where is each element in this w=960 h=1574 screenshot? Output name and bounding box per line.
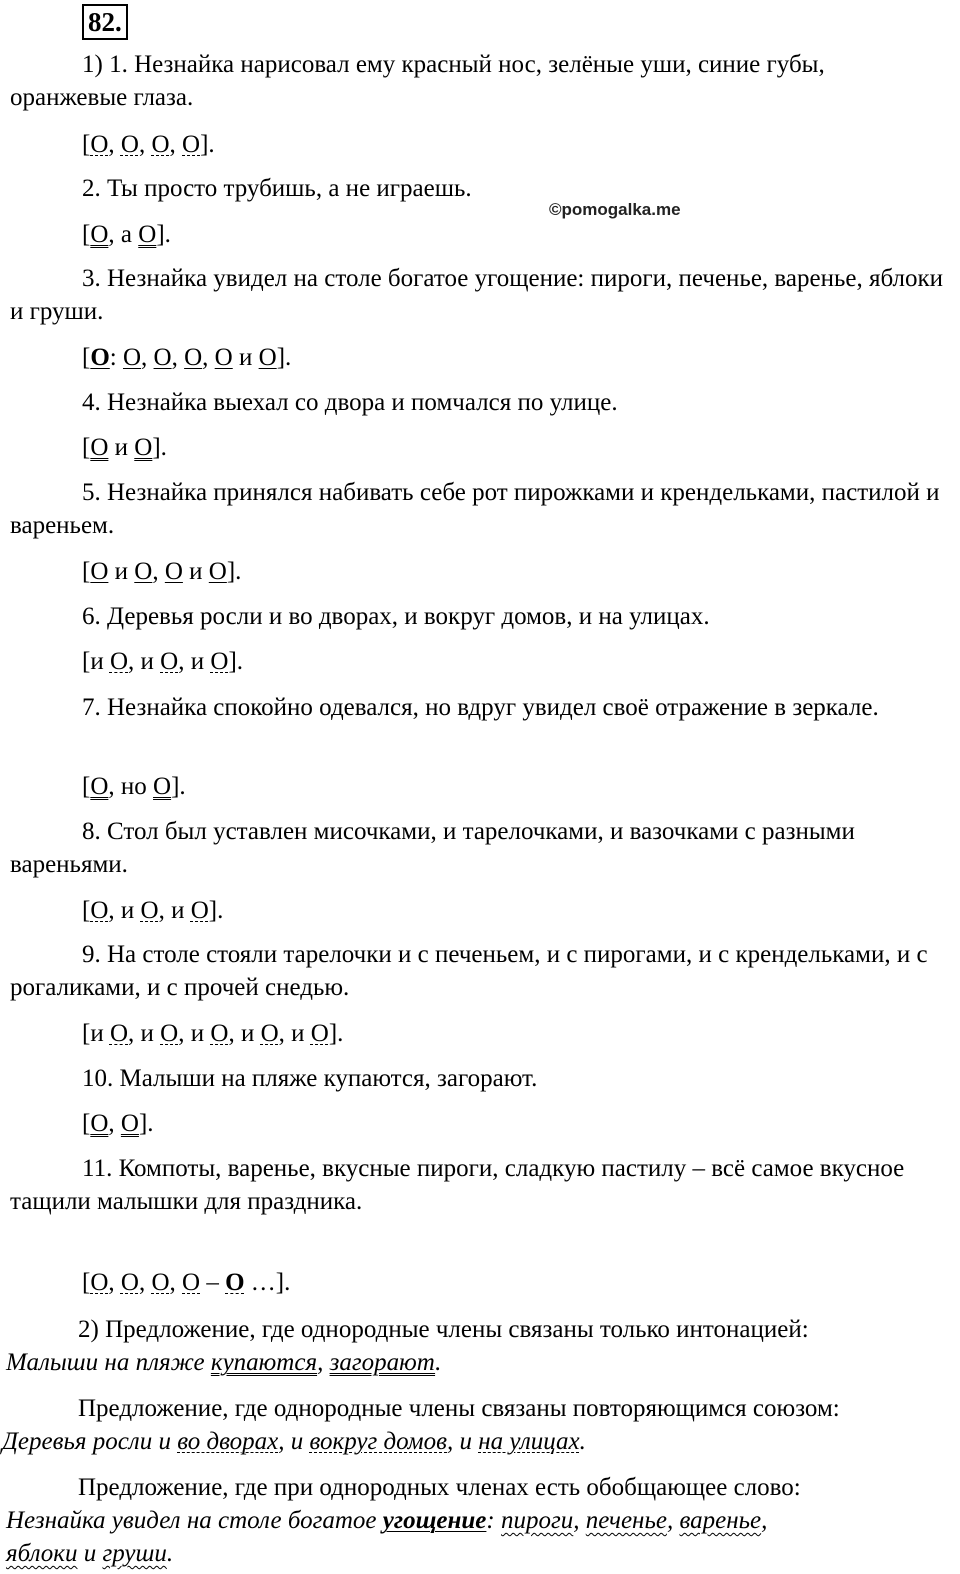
- sentence-9: 9. На столе стояли тарелочки и с печеньем, и с пирогами, и с крендельками, и с рогаликами, и с прочей снедью.: [10, 941, 928, 1001]
- scheme-4: [О и О].: [82, 434, 167, 461]
- sentence-1: 1) 1. Незнайка нарисовал ему красный нос, зелёные уши, синие губы, оранжевые глаза.: [10, 51, 825, 111]
- watermark: ©pomogalka.me: [549, 200, 681, 219]
- sentence-5: 5. Незнайка принялся набивать себе рот пирожками и крендельками, пастилой и вареньем.: [10, 479, 940, 539]
- scheme-6: [и О, и О, и О].: [82, 648, 244, 675]
- scheme-8: [О, и О, и О].: [82, 897, 224, 924]
- sentence-11: 11. Компоты, варенье, вкусные пироги, сладкую пастилу – всё самое вкусное тащили малышки для праздника.: [10, 1155, 905, 1215]
- exercise-number: 82.: [82, 4, 128, 40]
- scheme-11: [О, О, О, О – О …].: [82, 1269, 291, 1296]
- scheme-10: [О, О].: [82, 1110, 154, 1137]
- part2-intro-2: Предложение, где однородные члены связаны повторяющимся союзом:: [78, 1395, 840, 1422]
- sentence-10: 10. Малыши на пляже купаются, загорают.: [82, 1065, 538, 1092]
- sentence-3: 3. Незнайка увидел на столе богатое угощение: пироги, печенье, варенье, яблоки и груши.: [10, 265, 944, 325]
- sentence-8: 8. Стол был уставлен мисочками, и тарелочками, и вазочками с разными вареньями.: [10, 818, 855, 878]
- sentence-7: 7. Незнайка спокойно одевался, но вдруг увидел своё отражение в зеркале.: [82, 694, 879, 721]
- sentence-2: 2. Ты просто трубишь, а не играешь.: [82, 175, 472, 202]
- scheme-5: [О и О, О и О].: [82, 558, 242, 585]
- scheme-9: [и О, и О, и О, и О, и О].: [82, 1020, 344, 1047]
- scheme-2: [О, а О].: [82, 221, 171, 248]
- scheme-7: [О, но О].: [82, 773, 186, 800]
- sentence-6: 6. Деревья росли и во дворах, и вокруг домов, и на улицах.: [82, 603, 710, 630]
- part2-example-3: Незнайка увидел на столе богатое угощение: пироги, печенье, варенье, яблоки и груши.: [6, 1507, 768, 1567]
- part2-example-2: Деревья росли и во дворах, и вокруг домов, и на улицах.: [2, 1428, 586, 1455]
- part2-intro-1: 2) Предложение, где однородные члены связаны только интонацией:: [78, 1316, 809, 1343]
- sentence-4: 4. Незнайка выехал со двора и помчался по улице.: [82, 389, 618, 416]
- scheme-1: [О, О, О, О].: [82, 131, 215, 158]
- scheme-3: [О: О, О, О, О и О].: [82, 344, 292, 371]
- part2-example-1: Малыши на пляже купаются, загорают.: [6, 1349, 442, 1376]
- part2-intro-3: Предложение, где при однородных членах есть обобщающее слово:: [78, 1474, 801, 1501]
